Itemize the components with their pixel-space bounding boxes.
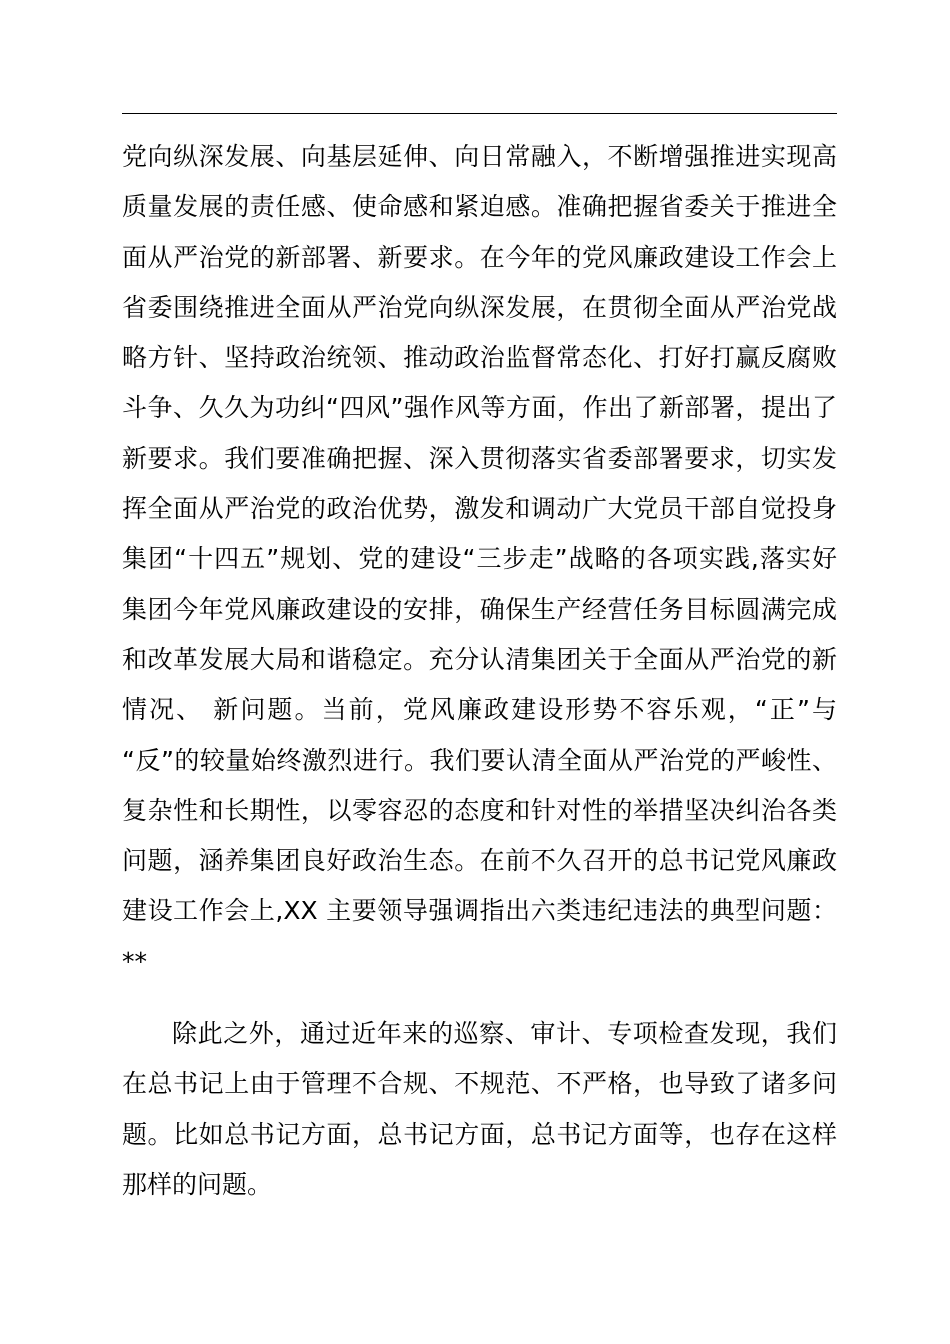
text-line: “反”的较量始终激烈进行。我们要认清全面从严治党的严峻性、 [122,745,837,775]
text-line: ** [122,946,147,976]
text-line: 略方针、坚持政治统领、推动政治监督常态化、打好打赢反腐败 [122,343,837,373]
text-line: 挥全面从严治党的政治优势，激发和调动广大党员干部自觉投身 [122,494,837,524]
paragraph-1 [122,132,837,987]
paragraph-2 [122,1009,837,1210]
text-line: 集团今年党风廉政建设的安排，确保生产经营任务目标圆满完成 [122,594,837,624]
text-line: 党向纵深发展、向基层延伸、向日常融入，不断增强推进实现高 [122,142,837,171]
text-line: 问题，涵养集团良好政治生态。在前不久召开的总书记党风廉政 [122,846,837,876]
header-rule [122,113,837,114]
text-line: 面从严治党的新部署、新要求。在今年的党风廉政建设工作会上 [122,242,837,272]
document-body [122,132,837,1210]
text-line: 情况、 新问题。当前，党风廉政建设形势不容乐观，“正”与 [122,695,837,725]
text-line: 斗争、久久为功纠“四风”强作风等方面，作出了新部署，提出了 [122,393,837,423]
text-line: 质量发展的责任感、使命感和紧迫感。准确把握省委关于推进全 [122,192,837,222]
text-line: 题。比如总书记方面，总书记方面，总书记方面等，也存在这样 [122,1119,837,1149]
text-line: 建设工作会上,XX 主要领导强调指出六类违纪违法的典型问题： [122,896,837,926]
paragraph-gap [122,987,837,1009]
text-line: 复杂性和长期性，以零容忍的态度和针对性的举措坚决纠治各类 [122,795,837,825]
text-line: 集团“十四五”规划、党的建设“三步走”战略的各项实践,落实好 [122,544,837,574]
text-line: 新要求。我们要准确把握、深入贯彻落实省委部署要求，切实发 [122,443,837,473]
text-line: 和改革发展大局和谐稳定。充分认清集团关于全面从严治党的新 [122,644,837,674]
text-line: 省委围绕推进全面从严治党向纵深发展，在贯彻全面从严治党战 [122,292,837,322]
text-line: 除此之外，通过近年来的巡察、审计、专项检查发现，我们 [172,1019,837,1049]
text-line: 在总书记上由于管理不合规、不规范、不严格，也导致了诸多问 [122,1069,837,1099]
text-line: 那样的问题。 [122,1169,273,1199]
